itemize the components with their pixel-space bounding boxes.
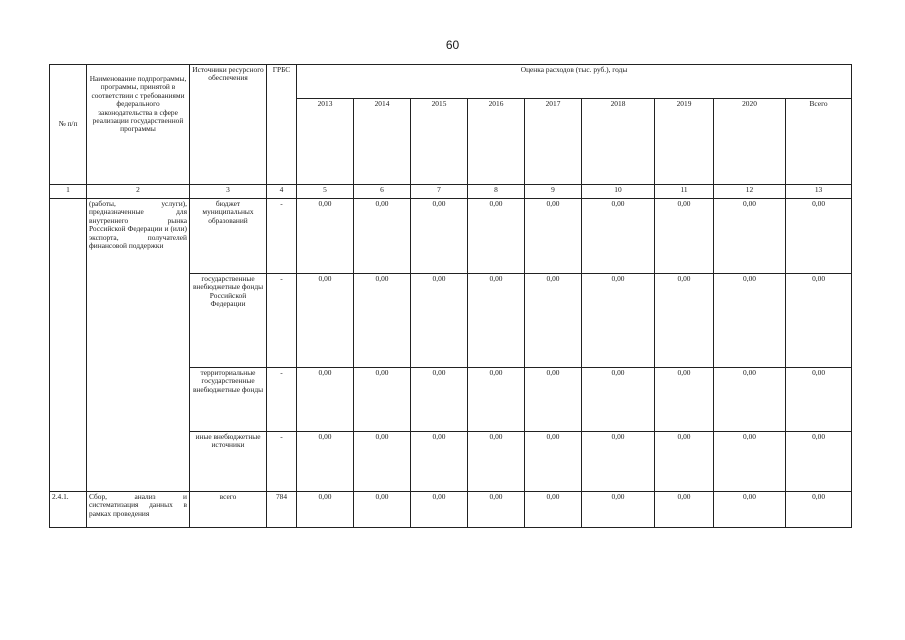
year-header: 2015 [411, 99, 468, 185]
column-index: 2 [87, 185, 190, 199]
value-cell: 0,00 [786, 199, 852, 274]
value-cell: 0,00 [297, 274, 354, 368]
header-col-source: Источники ресурсного обеспечения [190, 65, 267, 185]
funding-source: всего [190, 492, 267, 528]
value-cell: 0,00 [714, 274, 786, 368]
value-cell: 0,00 [525, 432, 582, 492]
column-index: 3 [190, 185, 267, 199]
header-col-name: Наименование подпрограммы, программы, принятой в соответствии с требованиями федерального законодательства в сфере реализации государственной программы [87, 65, 190, 185]
column-index: 6 [354, 185, 411, 199]
value-cell: 0,00 [411, 432, 468, 492]
table-row [50, 492, 852, 528]
header-col-estimate: Оценка расходов (тыс. руб.), годы [297, 65, 852, 99]
column-index: 4 [267, 185, 297, 199]
year-header: 2019 [655, 99, 714, 185]
column-index: 9 [525, 185, 582, 199]
year-header: 2014 [354, 99, 411, 185]
value-cell: 0,00 [525, 492, 582, 528]
value-cell: 0,00 [786, 368, 852, 432]
year-header: 2020 [714, 99, 786, 185]
grbs-code: - [267, 432, 297, 492]
value-cell: 0,00 [582, 199, 655, 274]
year-header: 2016 [468, 99, 525, 185]
value-cell: 0,00 [655, 368, 714, 432]
value-cell: 0,00 [655, 432, 714, 492]
value-cell: 0,00 [297, 199, 354, 274]
value-cell: 0,00 [297, 492, 354, 528]
column-index: 1 [50, 185, 87, 199]
value-cell: 0,00 [411, 368, 468, 432]
program-name: Сбор, анализ и систематизация данных в рамках проведения [87, 492, 190, 528]
header-col-num: № п/п [50, 65, 87, 185]
value-cell: 0,00 [297, 368, 354, 432]
value-cell: 0,00 [655, 199, 714, 274]
grbs-code: - [267, 368, 297, 432]
column-index: 12 [714, 185, 786, 199]
value-cell: 0,00 [786, 492, 852, 528]
value-cell: 0,00 [714, 368, 786, 432]
value-cell: 0,00 [655, 274, 714, 368]
value-cell: 0,00 [411, 492, 468, 528]
value-cell: 0,00 [297, 432, 354, 492]
value-cell: 0,00 [714, 432, 786, 492]
grbs-code: - [267, 274, 297, 368]
column-index: 5 [297, 185, 354, 199]
column-index: 13 [786, 185, 852, 199]
page-number: 60 [445, 38, 460, 52]
value-cell: 0,00 [714, 199, 786, 274]
funding-source: иные внебюджетные источники [190, 432, 267, 492]
funding-source: бюджет муниципальных образований [190, 199, 267, 274]
value-cell: 0,00 [468, 274, 525, 368]
expenditure-table [49, 64, 852, 528]
value-cell: 0,00 [525, 368, 582, 432]
value-cell: 0,00 [411, 199, 468, 274]
value-cell: 0,00 [354, 368, 411, 432]
funding-source: территориальные государственные внебюджетные фонды [190, 368, 267, 432]
column-index: 8 [468, 185, 525, 199]
column-index: 7 [411, 185, 468, 199]
value-cell: 0,00 [525, 274, 582, 368]
year-header: 2018 [582, 99, 655, 185]
value-cell: 0,00 [786, 274, 852, 368]
column-index-row [50, 185, 852, 199]
row-number: 2.4.1. [50, 492, 87, 528]
row-number [50, 199, 87, 492]
value-cell: 0,00 [354, 274, 411, 368]
value-cell: 0,00 [582, 368, 655, 432]
column-index: 10 [582, 185, 655, 199]
column-index: 11 [655, 185, 714, 199]
header-row-1 [50, 65, 852, 99]
value-cell: 0,00 [468, 368, 525, 432]
year-header: 2013 [297, 99, 354, 185]
value-cell: 0,00 [655, 492, 714, 528]
value-cell: 0,00 [354, 199, 411, 274]
value-cell: 0,00 [468, 199, 525, 274]
value-cell: 0,00 [468, 432, 525, 492]
grbs-code: 784 [267, 492, 297, 528]
value-cell: 0,00 [525, 199, 582, 274]
value-cell: 0,00 [786, 432, 852, 492]
total-header: Всего [786, 99, 852, 185]
value-cell: 0,00 [468, 492, 525, 528]
value-cell: 0,00 [354, 432, 411, 492]
header-col-grbs: ГРБС [267, 65, 297, 185]
table-row [50, 199, 852, 274]
program-name: (работы, услуги), предназначенные для внутреннего рынка Российской Федерации и (или) экспорта, получателей финансовой поддержки [87, 199, 190, 492]
value-cell: 0,00 [582, 274, 655, 368]
value-cell: 0,00 [411, 274, 468, 368]
value-cell: 0,00 [582, 432, 655, 492]
grbs-code: - [267, 199, 297, 274]
value-cell: 0,00 [354, 492, 411, 528]
funding-source: государственные внебюджетные фонды Российской Федерации [190, 274, 267, 368]
value-cell: 0,00 [714, 492, 786, 528]
value-cell: 0,00 [582, 492, 655, 528]
year-header: 2017 [525, 99, 582, 185]
